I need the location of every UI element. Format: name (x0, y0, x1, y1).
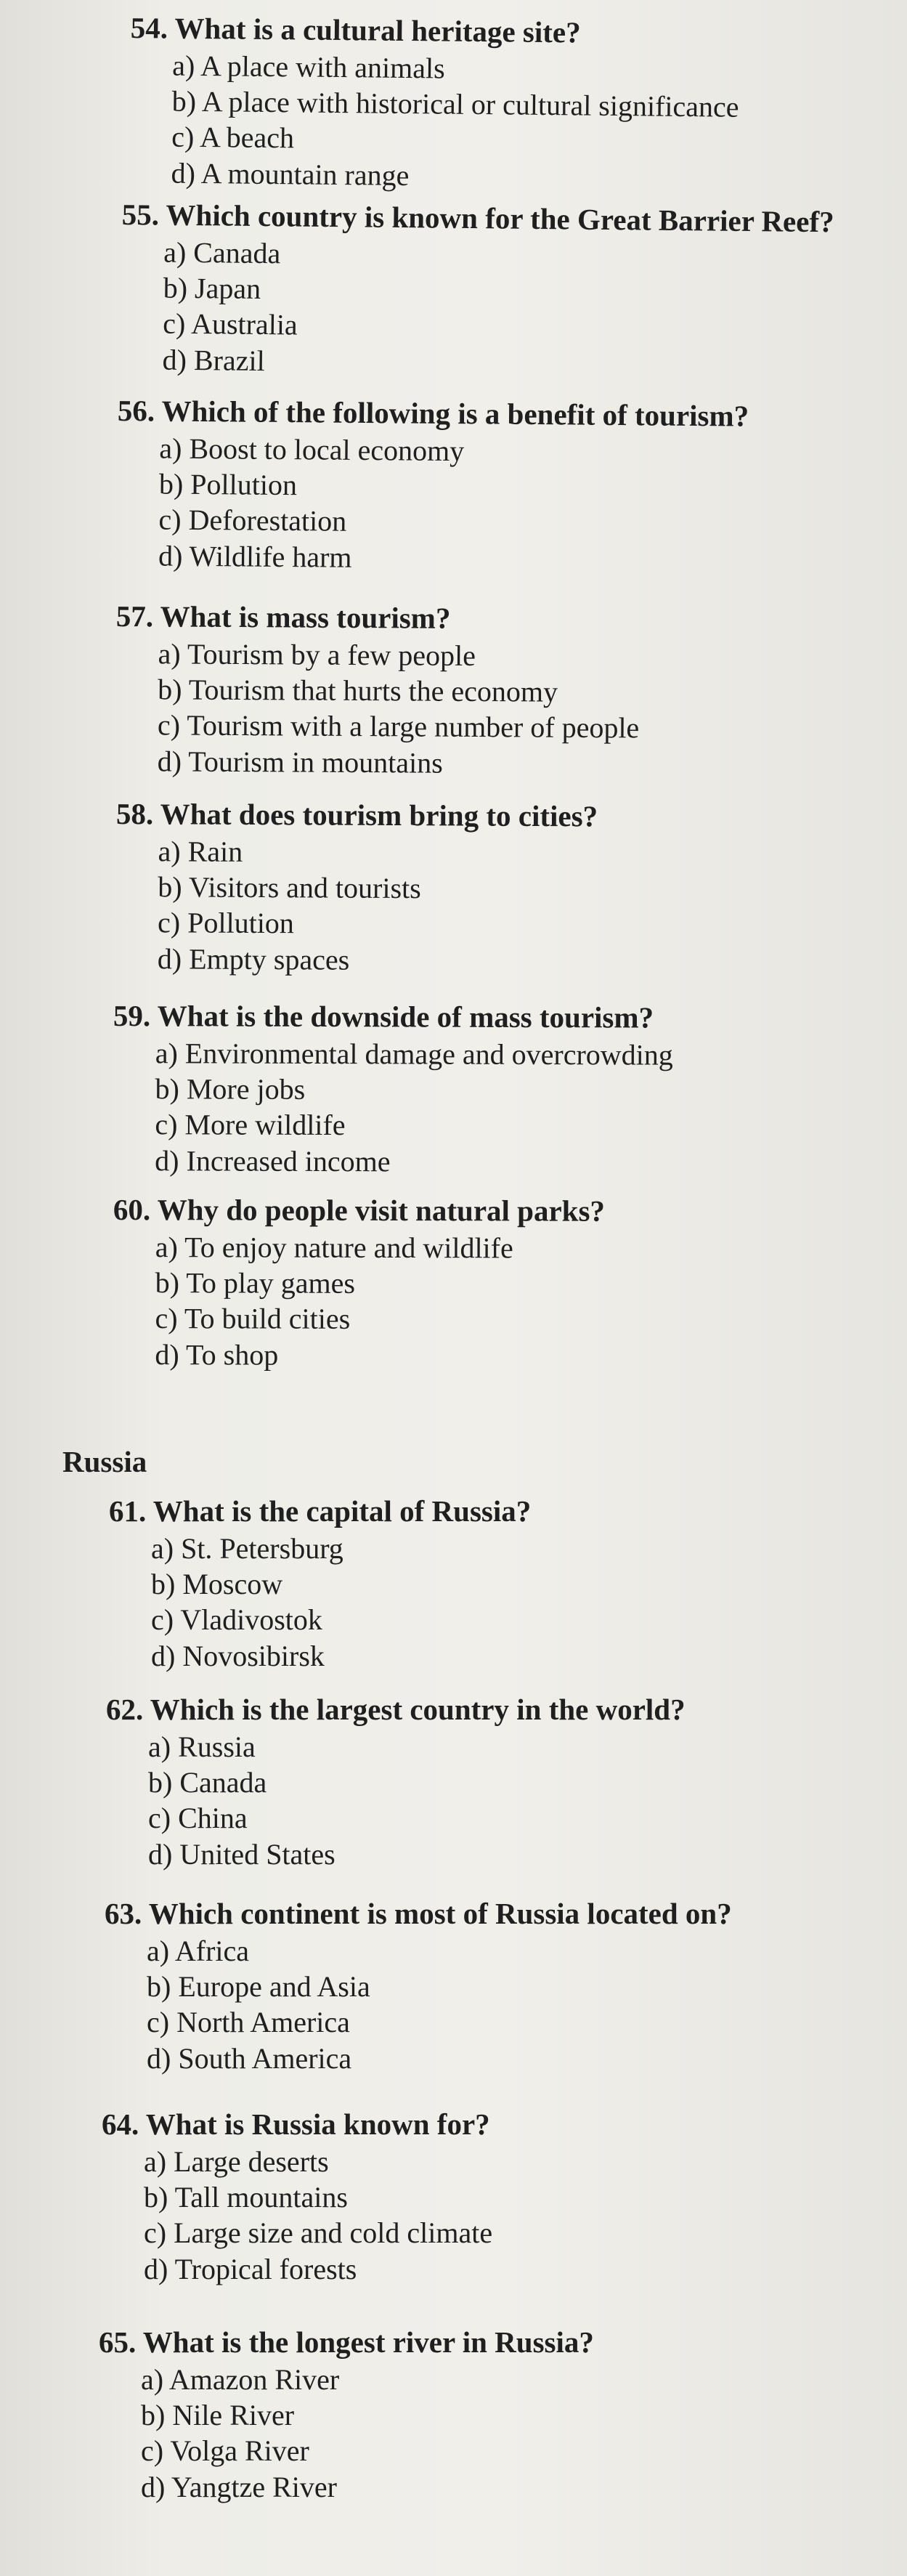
option-d: d) United States (148, 1837, 335, 1871)
question-number: 56. (117, 394, 155, 428)
question-55 (120, 200, 834, 384)
option-c: c) A beach (171, 120, 295, 155)
question-label: What is mass tourism? (160, 599, 451, 635)
question-text (116, 799, 598, 831)
question-label: What does tourism bring to cities? (160, 797, 598, 833)
question-number: 60. (113, 1193, 151, 1227)
option-d: d) Novosibirsk (151, 1639, 325, 1672)
option-c: c) China (148, 1802, 248, 1835)
question-label: What is a cultural heritage site? (174, 11, 581, 49)
question-label: Which of the following is a benefit of tourism? (161, 394, 749, 433)
question-59 (113, 1001, 673, 1180)
option-b: b) More jobs (155, 1072, 306, 1106)
option-d: d) Brazil (162, 343, 265, 377)
option-d: d) A mountain range (171, 156, 410, 192)
option-a: a) Africa (147, 1935, 250, 1967)
question-text (113, 1001, 673, 1033)
option-b: b) Tall mountains (144, 2181, 348, 2214)
question-label: What is the downside of mass tourism? (157, 999, 654, 1034)
question-text (109, 1496, 531, 1526)
option-a: a) Amazon River (141, 2363, 340, 2396)
question-54 (129, 13, 739, 197)
question-text (105, 1899, 732, 1929)
question-text (131, 13, 740, 49)
option-a: a) To enjoy nature and wildlife (155, 1231, 513, 1265)
question-number: 62. (106, 1693, 144, 1726)
question-number: 57. (115, 599, 154, 633)
option-d: d) Yangtze River (141, 2470, 337, 2503)
question-label: What is the longest river in Russia? (142, 2325, 594, 2359)
option-b: b) Nile River (141, 2399, 295, 2432)
question-label: Which continent is most of Russia located on? (148, 1897, 732, 1930)
option-d: d) Tourism in mountains (157, 744, 443, 779)
question-label: Which is the largest country in the world? (150, 1693, 686, 1726)
question-number: 54. (130, 11, 168, 45)
option-a: a) St. Petersburg (151, 1532, 343, 1565)
question-text (99, 2325, 594, 2359)
option-c: c) Deforestation (158, 503, 347, 538)
option-c: c) Volga River (141, 2434, 309, 2468)
question-number: 58. (115, 797, 154, 831)
question-62 (106, 1695, 686, 1872)
question-label: Why do people visit natural parks? (157, 1193, 606, 1228)
question-text (113, 1195, 605, 1226)
question-number: 63. (105, 1897, 142, 1930)
option-b: b) Moscow (151, 1568, 283, 1601)
question-text (102, 2107, 492, 2141)
question-63 (105, 1899, 732, 2076)
question-number: 59. (113, 999, 151, 1033)
option-b: b) Tourism that hurts the economy (158, 673, 558, 708)
question-65 (99, 2325, 594, 2505)
option-b: b) Europe and Asia (147, 1970, 370, 2004)
question-58 (115, 799, 598, 979)
option-c: c) North America (147, 2006, 350, 2039)
option-a: a) A place with animals (172, 49, 445, 85)
question-label: Which country is known for the Great Barrier Reef? (166, 198, 834, 239)
question-64 (102, 2107, 493, 2287)
question-number: 65. (99, 2325, 137, 2359)
question-57 (115, 599, 640, 782)
option-c: c) Tourism with a large number of people (157, 708, 640, 745)
option-c: c) To build cities (155, 1302, 351, 1336)
option-c: c) Vladivostok (151, 1603, 322, 1637)
question-number: 64. (102, 2107, 139, 2141)
option-c: c) More wildlife (155, 1108, 346, 1142)
option-b: b) Pollution (158, 467, 298, 502)
question-61 (109, 1496, 531, 1674)
option-b: b) A place with historical or cultural significance (171, 84, 739, 123)
option-a: a) Rain (158, 835, 243, 868)
question-number: 61. (109, 1494, 147, 1528)
option-d: d) Increased income (155, 1143, 391, 1178)
option-b: b) Japan (163, 271, 261, 306)
option-d: d) South America (147, 2041, 352, 2075)
option-a: a) Boost to local economy (159, 432, 465, 468)
option-a: a) Large deserts (144, 2145, 329, 2178)
option-a: a) Russia (148, 1730, 256, 1763)
question-label: What is Russia known for? (145, 2107, 490, 2141)
section-title: Russia (62, 1445, 147, 1478)
option-a: a) Environmental damage and overcrowding (155, 1037, 673, 1072)
question-number: 55. (121, 198, 160, 232)
question-text (122, 200, 834, 237)
option-b: b) Visitors and tourists (158, 870, 421, 905)
question-60 (113, 1195, 605, 1374)
question-text (106, 1695, 686, 1725)
option-d: d) Empty spaces (157, 941, 350, 976)
option-a: a) Tourism by a few people (158, 637, 476, 673)
option-c: c) Australia (162, 307, 298, 341)
option-a: a) Canada (163, 235, 281, 270)
option-d: d) To shop (155, 1337, 279, 1372)
question-label: What is the capital of Russia? (152, 1494, 532, 1528)
option-b: b) To play games (155, 1266, 356, 1300)
option-c: c) Pollution (157, 906, 295, 940)
option-d: d) Wildlife harm (158, 539, 352, 574)
option-d: d) Tropical forests (144, 2252, 357, 2285)
option-c: c) Large size and cold climate (144, 2216, 493, 2250)
option-b: b) Canada (148, 1766, 267, 1799)
question-56 (116, 396, 749, 578)
question-text (118, 396, 749, 432)
question-text (115, 599, 640, 635)
